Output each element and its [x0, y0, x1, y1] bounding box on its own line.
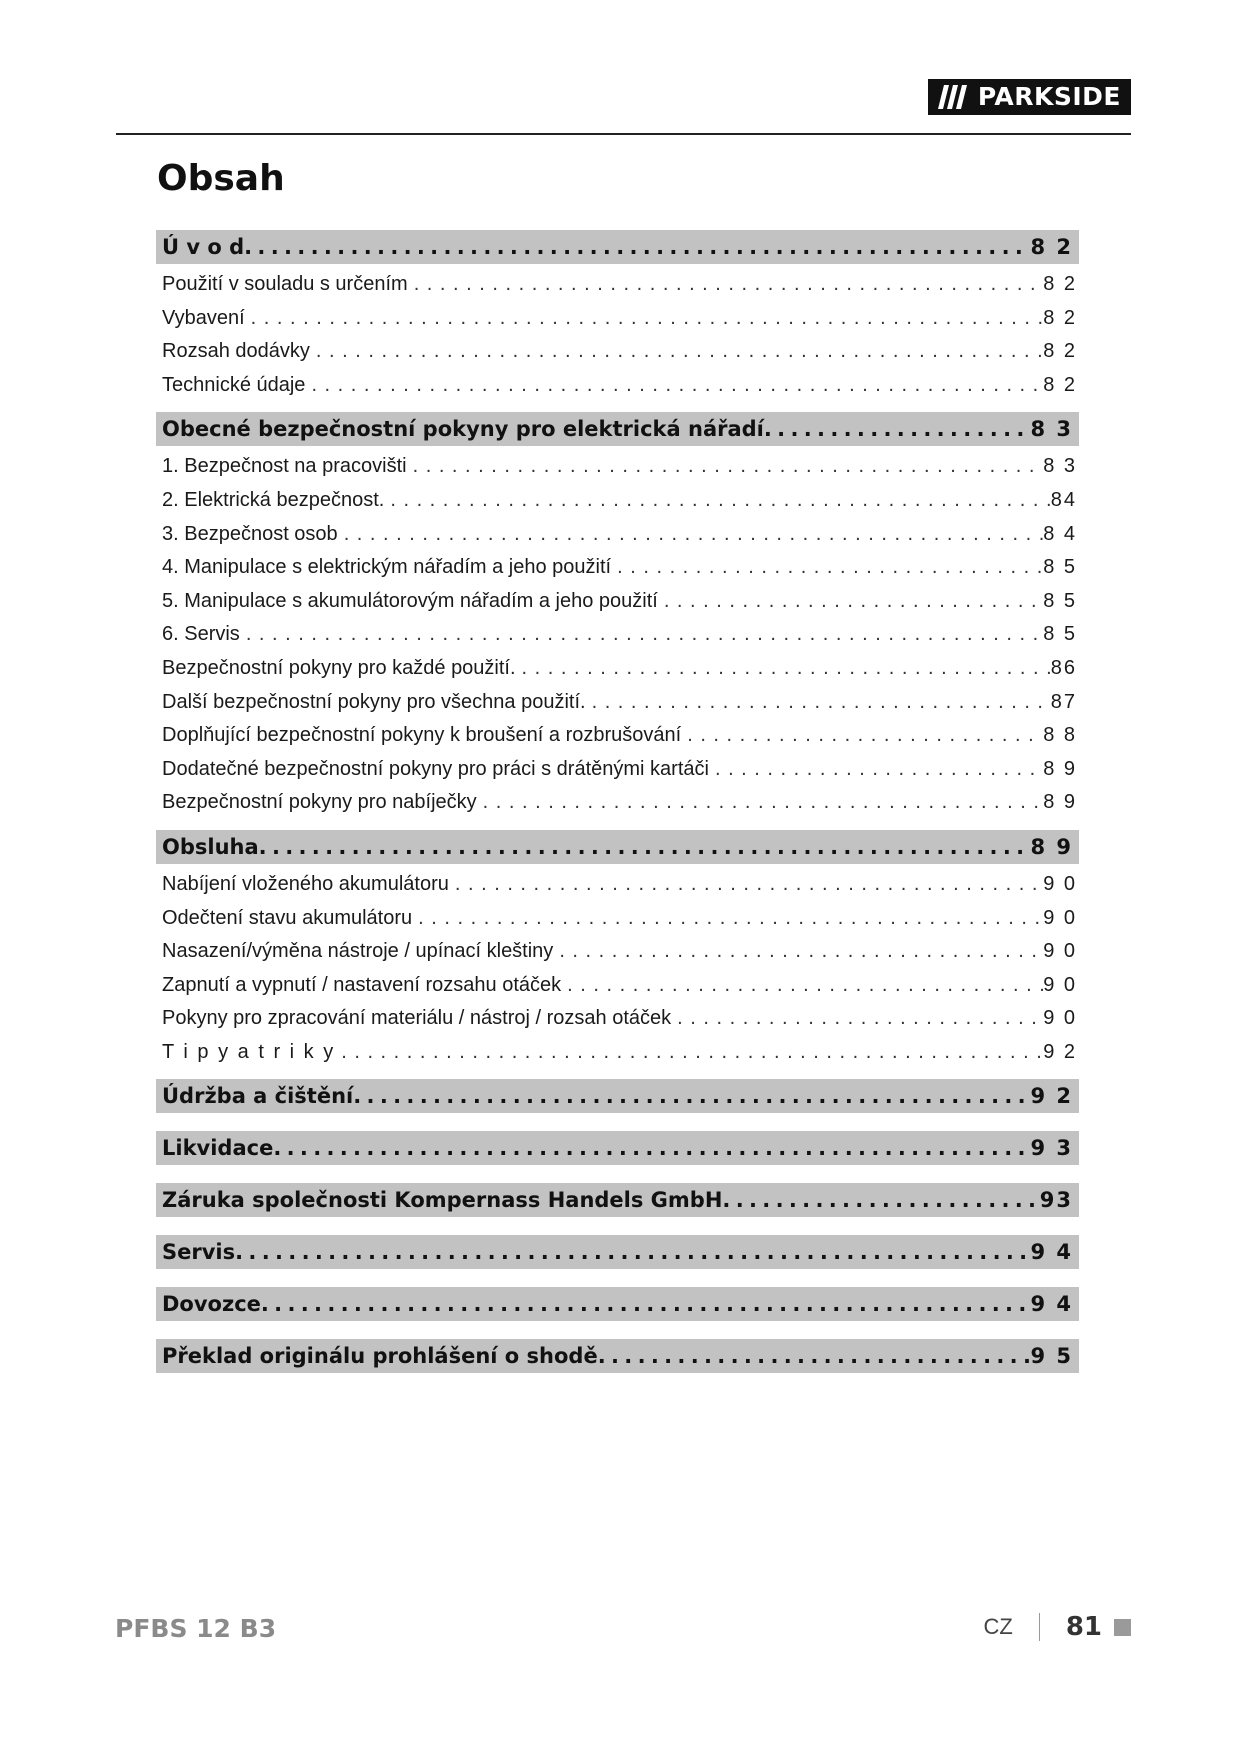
entry-title: Dodatečné bezpečnostní pokyny pro práci s drátěnými kartáči	[162, 757, 709, 780]
logo-slashes-icon	[928, 79, 972, 115]
leader-dots	[384, 484, 1050, 518]
entry-page: 8 2	[1043, 373, 1077, 396]
entry-title: Vybavení	[162, 306, 245, 329]
leader-dots	[709, 753, 1043, 787]
entry-page: 8 9	[1043, 791, 1077, 814]
entry-page: 84	[1050, 488, 1077, 511]
section-title: Překlad originálu prohlášení o shodě	[162, 1344, 598, 1369]
table-of-contents	[156, 230, 1220, 1373]
entry-title: Odečtení stavu akumulátoru	[162, 906, 413, 929]
section-title: Servis	[162, 1240, 236, 1265]
entry-title: 6. Servis	[162, 623, 240, 646]
toc-section-dovozce	[156, 1287, 1220, 1339]
entry-title: Použití v souladu s určením	[162, 273, 408, 295]
entry-title: T i p y a t r i k y	[162, 1040, 336, 1063]
leader-dots	[259, 830, 1031, 864]
section-title: Dovozce	[162, 1292, 261, 1317]
toc-entry[interactable]	[162, 268, 1077, 302]
leader-dots	[561, 969, 1043, 1003]
section-title: Obsluha	[162, 834, 259, 859]
leader-dots	[240, 618, 1043, 652]
entry-page: 8 8	[1043, 724, 1077, 747]
leader-dots	[764, 412, 1031, 446]
leader-dots	[244, 230, 1030, 264]
toc-section-heading[interactable]	[156, 1079, 1079, 1113]
leader-dots	[412, 902, 1043, 936]
page-number: 81	[1065, 1612, 1102, 1642]
entry-page: 8 4	[1043, 522, 1077, 545]
leader-dots	[273, 1131, 1030, 1165]
toc-section-servis	[156, 1235, 1220, 1287]
language-code: CZ	[983, 1614, 1013, 1639]
toc-entry[interactable]	[162, 585, 1077, 619]
leader-dots	[586, 686, 1051, 720]
leader-dots	[611, 551, 1043, 585]
toc-section-heading[interactable]	[156, 1287, 1079, 1321]
leader-dots	[408, 268, 1044, 302]
toc-entry[interactable]	[162, 302, 1077, 336]
entry-page: 8 5	[1043, 556, 1077, 579]
entry-page: 8 3	[1043, 455, 1077, 478]
entry-page: 8 5	[1043, 589, 1077, 612]
toc-entry[interactable]	[162, 1002, 1077, 1036]
toc-section-preklad-prohlaseni	[156, 1339, 1220, 1373]
section-page: 9 4	[1030, 1240, 1073, 1265]
toc-section-heading[interactable]	[156, 1339, 1079, 1373]
entry-title: 1. Bezpečnost na pracovišti	[162, 455, 407, 478]
entry-page: 9 0	[1043, 940, 1077, 963]
toc-section-uvod	[156, 230, 1220, 412]
section-page: 9 2	[1030, 1084, 1073, 1109]
section-page: 9 4	[1030, 1292, 1073, 1317]
entry-title: Bezpečnostní pokyny pro nabíječky	[162, 791, 477, 814]
entry-page: 87	[1050, 690, 1077, 713]
toc-entry[interactable]	[162, 719, 1077, 753]
leader-dots	[310, 335, 1043, 369]
leader-dots	[598, 1339, 1031, 1373]
section-title: Záruka společnosti Kompernass Handels GmbH	[162, 1188, 723, 1213]
toc-entry[interactable]	[162, 935, 1077, 969]
entry-title: Doplňující bezpečnostní pokyny k broušení a rozbrušování	[162, 724, 682, 747]
entry-page: 9 0	[1043, 1007, 1077, 1030]
toc-section-heading[interactable]	[156, 1183, 1079, 1217]
toc-entry[interactable]	[162, 1036, 1077, 1070]
toc-entry[interactable]	[162, 450, 1077, 484]
entry-title: 3. Bezpečnost osob	[162, 522, 338, 545]
entry-page: 9 0	[1043, 872, 1077, 895]
toc-section-heading[interactable]	[156, 830, 1079, 864]
entry-title: Bezpečnostní pokyny pro každé použití.	[162, 656, 516, 679]
section-page: 8 3	[1030, 417, 1073, 442]
section-title: Likvidace	[162, 1136, 274, 1161]
toc-entry[interactable]	[162, 753, 1077, 787]
entry-title: Nasazení/výměna nástroje / upínací kleštiny	[162, 940, 554, 963]
section-page: 8 2	[1030, 235, 1073, 259]
toc-entry[interactable]	[162, 335, 1077, 369]
header-divider	[116, 133, 1131, 135]
entry-title: Rozsah dodávky	[162, 340, 310, 363]
entry-title: Zapnutí a vypnutí / nastavení rozsahu otáček	[162, 973, 562, 996]
toc-entry[interactable]	[162, 902, 1077, 936]
leader-dots	[245, 302, 1044, 336]
toc-entry[interactable]	[162, 868, 1077, 902]
leader-dots	[235, 1235, 1030, 1269]
section-title: Obecné bezpečnostní pokyny pro elektrická nářadí	[162, 417, 764, 442]
entry-page: 8 9	[1043, 757, 1077, 780]
toc-entry[interactable]	[162, 686, 1077, 720]
section-title: Ú v o d	[162, 235, 245, 259]
parkside-logo	[928, 79, 1131, 115]
toc-section-obsluha	[156, 830, 1220, 1080]
entry-page: 9 2	[1043, 1040, 1077, 1063]
square-marker-icon	[1114, 1619, 1131, 1636]
entry-page: 8 2	[1043, 340, 1077, 363]
toc-section-obecne-bezpecnostni-pokyny	[156, 412, 1220, 830]
toc-section-heading[interactable]	[156, 230, 1079, 264]
logo-wordmark: PARKSIDE	[977, 82, 1121, 111]
toc-entry[interactable]	[162, 618, 1077, 652]
leader-dots	[335, 1036, 1043, 1070]
entry-page: 9 0	[1043, 973, 1077, 996]
toc-section-heading[interactable]	[156, 412, 1079, 446]
leader-dots	[671, 1002, 1043, 1036]
entry-page: 9 0	[1043, 906, 1077, 929]
leader-dots	[353, 1079, 1030, 1113]
toc-section-heading[interactable]	[156, 1131, 1079, 1165]
leader-dots	[658, 585, 1043, 619]
footer-divider	[1039, 1613, 1040, 1641]
leader-dots	[681, 719, 1043, 753]
toc-section-heading[interactable]	[156, 1235, 1079, 1269]
entry-title: Další bezpečnostní pokyny pro všechna použití.	[162, 690, 586, 713]
entry-page: 8 2	[1043, 306, 1077, 329]
entry-title: 2. Elektrická bezpečnost.	[162, 488, 385, 511]
section-page: 9 5	[1030, 1344, 1073, 1369]
model-number: PFBS 12 B3	[115, 1614, 277, 1643]
entry-title: 4. Manipulace s elektrickým nářadím a jeho použití	[162, 556, 612, 579]
toc-entry[interactable]	[162, 551, 1077, 585]
toc-entry[interactable]	[162, 969, 1077, 1003]
leader-dots	[553, 935, 1043, 969]
leader-dots	[722, 1183, 1039, 1217]
leader-dots	[516, 652, 1051, 686]
leader-dots	[305, 369, 1043, 403]
toc-entry[interactable]	[162, 484, 1077, 518]
toc-section-likvidace	[156, 1131, 1220, 1183]
entry-title: Technické údaje	[162, 373, 306, 396]
toc-entry[interactable]	[162, 786, 1077, 820]
toc-entry[interactable]	[162, 652, 1077, 686]
leader-dots	[407, 450, 1044, 484]
leader-dots	[261, 1287, 1031, 1321]
footer-page-info	[983, 1612, 1131, 1642]
page-title: Obsah	[157, 158, 285, 199]
section-page: 8 9	[1030, 834, 1073, 859]
toc-section-udrzba-a-cisteni	[156, 1079, 1220, 1131]
toc-section-zaruka	[156, 1183, 1220, 1235]
toc-entry[interactable]	[162, 518, 1077, 552]
entry-title: Nabíjení vloženého akumulátoru	[162, 872, 449, 895]
leader-dots	[338, 518, 1044, 552]
entry-title: 5. Manipulace s akumulátorovým nářadím a jeho použití	[162, 589, 658, 612]
leader-dots	[477, 786, 1044, 820]
entry-page: 86	[1050, 656, 1077, 679]
entry-page: 8 2	[1043, 273, 1077, 295]
entry-page: 8 5	[1043, 623, 1077, 646]
toc-entry[interactable]	[162, 369, 1077, 403]
section-page: 9 3	[1030, 1136, 1073, 1161]
leader-dots	[449, 868, 1043, 902]
section-page: 93	[1039, 1188, 1073, 1213]
section-title: Údržba a čištění	[162, 1084, 354, 1109]
entry-title: Pokyny pro zpracování materiálu / nástroj / rozsah otáček	[162, 1007, 672, 1030]
